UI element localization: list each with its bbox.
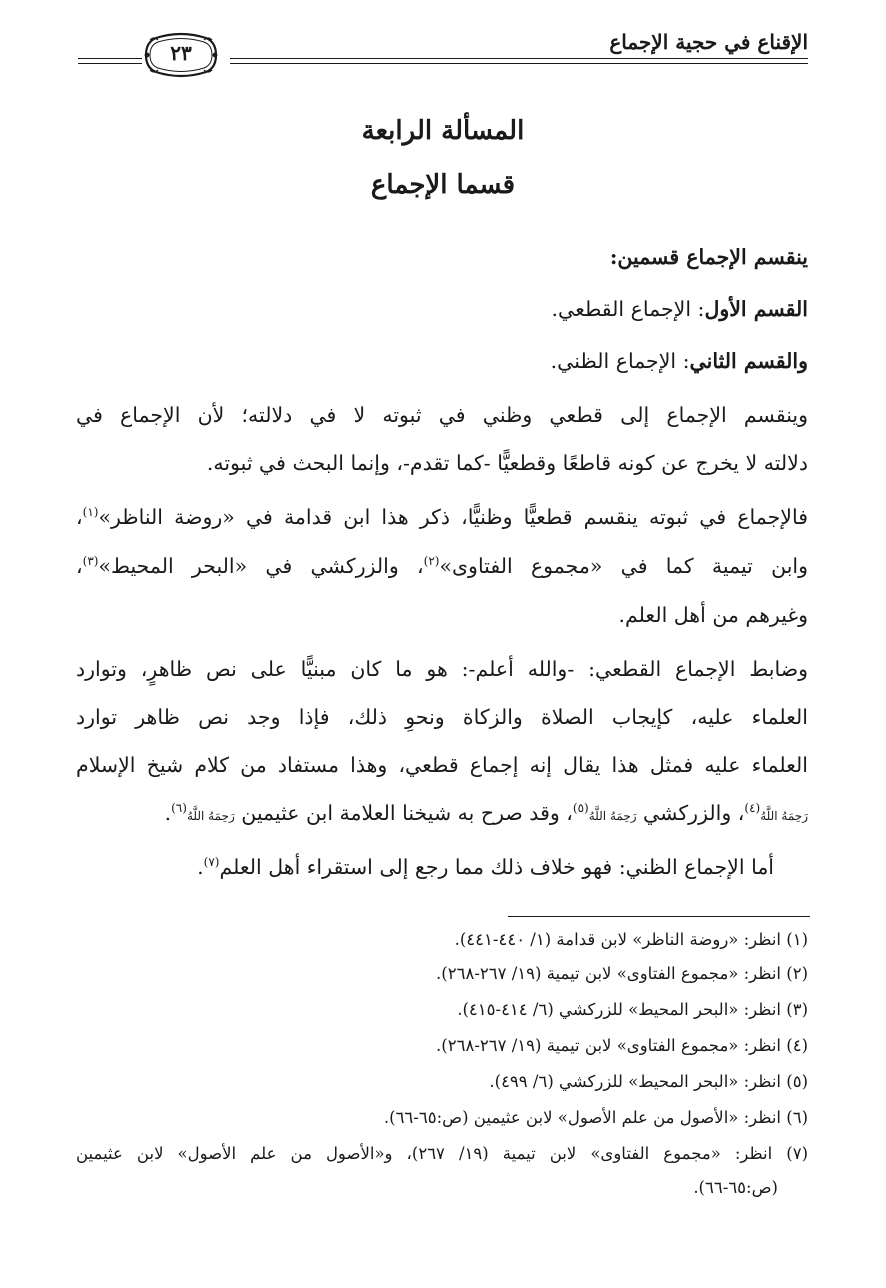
paragraph-2-text: ، والزركشي في «البحر المحيط» (98, 554, 424, 578)
intro-line: ينقسم الإجماع قسمين: (609, 245, 808, 269)
header-rule-right (230, 58, 808, 59)
paragraph-2-punct: ، (76, 554, 83, 578)
paragraph-3-line-1: وضابط الإجماع القطعي: -والله أعلم-: هو ما كان مبنيًّا على نص ظاهرٍ، وتوارد (76, 657, 808, 681)
paragraph-3-text: ، والزركشي (636, 801, 745, 825)
paragraph-4-line (76, 850, 774, 884)
second-division-label: والقسم الثاني (689, 349, 808, 373)
footnote-4: (٤) انظر: «مجموع الفتاوى» لابن تيمية (١٩/ ٢٦٧-٢٦٨). (436, 1036, 808, 1055)
footnote-ref-5[interactable]: (٥) (572, 801, 589, 816)
paragraph-2-text: فالإجماع في ثبوته ينقسم قطعيًّا وظنيًّا، ذكر هذا ابن قدامة في «روضة الناظر» (98, 505, 808, 529)
footnote-5: (٥) انظر: «البحر المحيط» للزركشي (٦/ ٤٩٩). (489, 1072, 808, 1091)
footnote-separator (508, 916, 810, 917)
paragraph-2-line-3: وغيرهم من أهل العلم. (618, 603, 808, 627)
page-number: ٢٣ (170, 41, 192, 65)
paragraph-1-line-2: دلالته لا يخرج عن كونه قاطعًا وقطعيًّا -كما تقدم-، وإنما البحث في ثبوته. (206, 451, 808, 475)
paragraph-4-punct: . (197, 855, 204, 879)
page-number-badge (142, 32, 220, 78)
footnote-7-continued: (ص:٦٥-٦٦). (693, 1178, 778, 1197)
footnote-ref-4[interactable]: (٤) (744, 801, 761, 816)
running-header-title: الإقناع في حجية الإجماع (609, 30, 808, 54)
first-division-text: : الإجماع القطعي. (551, 297, 705, 321)
paragraph-2-line-1 (76, 500, 808, 534)
honorific: رَحِمَهُ اللَّهُ (186, 809, 235, 823)
footnote-1: (١) انظر: «روضة الناظر» لابن قدامة (١/ ٤٤٠-٤٤١). (454, 930, 808, 949)
paragraph-1-line-1: وينقسم الإجماع إلى قطعي وظني في ثبوته لا في دلالته؛ لأن الإجماع في (76, 403, 808, 427)
first-division-line (76, 292, 808, 326)
footnote-ref-3[interactable]: (٣) (82, 554, 99, 569)
footnote-ref-7[interactable]: (٧) (203, 855, 220, 870)
footnote-6: (٦) انظر: «الأصول من علم الأصول» لابن عثيمين (ص:٦٥-٦٦). (383, 1108, 808, 1127)
paragraph-3-line-2: العلماء عليه، كإيجاب الصلاة والزكاة ونحوِ ذلك، فإذا وجد نص ظاهر توارد (76, 705, 808, 729)
topic-heading: قسما الإجماع (370, 170, 516, 200)
header-rule-right-thin (230, 63, 808, 64)
footnote-7: (٧) انظر: «مجموع الفتاوى» لابن تيمية (١٩/ ٢٦٧)، و«الأصول من علم الأصول» لابن عثيمين (76, 1144, 808, 1163)
paragraph-2-punct: ، (76, 505, 83, 529)
paragraph-4-text: أما الإجماع الظني: فهو خلاف ذلك مما رجع إلى استقراء أهل العلم (219, 855, 774, 879)
paragraph-3-text: ، وقد صرح به شيخنا العلامة ابن عثيمين (234, 801, 573, 825)
second-division-line (76, 344, 808, 378)
paragraph-3-line-4 (76, 796, 808, 833)
honorific: رَحِمَهُ اللَّهُ (760, 809, 808, 823)
header-rule-left (78, 58, 142, 59)
footnote-2: (٢) انظر: «مجموع الفتاوى» لابن تيمية (١٩/ ٢٦٧-٢٦٨). (436, 964, 808, 983)
honorific: رَحِمَهُ اللَّهُ (588, 809, 637, 823)
paragraph-2-line-2 (76, 549, 808, 583)
footnote-ref-2[interactable]: (٢) (423, 554, 440, 569)
second-division-text: : الإجماع الظني. (550, 349, 690, 373)
footnote-ref-1[interactable]: (١) (82, 505, 99, 520)
paragraph-3-punct: . (164, 801, 172, 825)
footnote-ref-6[interactable]: (٦) (171, 801, 187, 816)
paragraph-2-text: وابن تيمية كما في «مجموع الفتاوى» (439, 554, 808, 578)
first-division-label: القسم الأول (704, 297, 808, 321)
paragraph-3-line-3: العلماء عليه فمثل هذا يقال إنه إجماع قطعي، وهذا مستفاد من كلام شيخ الإسلام (76, 753, 808, 777)
section-heading: المسألة الرابعة (361, 116, 525, 146)
header-rule-left-thin (78, 63, 142, 64)
footnote-3: (٣) انظر: «البحر المحيط» للزركشي (٦/ ٤١٤-٤١٥). (457, 1000, 808, 1019)
